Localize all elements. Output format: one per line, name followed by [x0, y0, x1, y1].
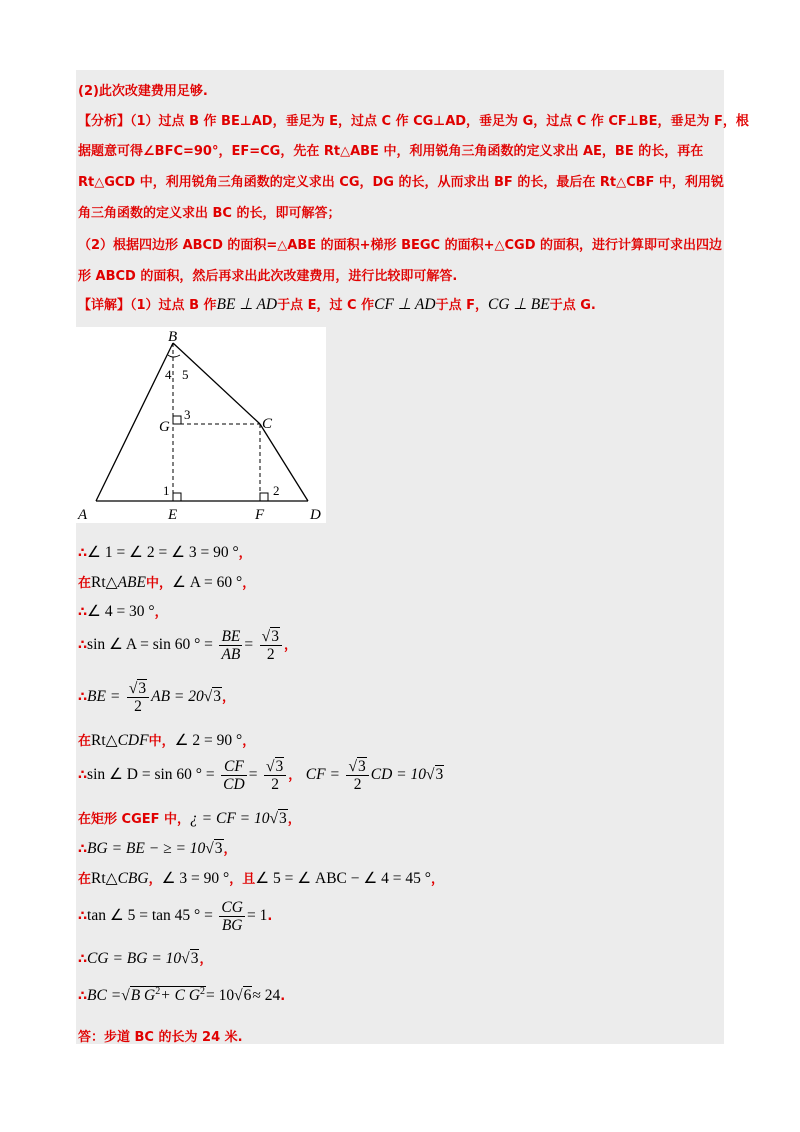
- angle-arc-b: [168, 355, 180, 357]
- analysis-line-3: Rt△GCD 中，利用锐角三角函数的定义求出 CG，DG 的长，从而求出 BF 的长，最后在 Rt△CBF 中，利用锐: [78, 175, 724, 190]
- label-d: D: [310, 507, 321, 523]
- step-6: 在Rt△CDF中，∠ 2 = 90 °，: [78, 732, 256, 749]
- label-a: A: [78, 507, 88, 523]
- analysis-label: 【分析】: [78, 114, 131, 129]
- geometry-figure: [76, 327, 326, 523]
- analysis-line-6: 形 ABCD 的面积，然后再求出此次改建费用，进行比较即可解答.: [78, 269, 458, 284]
- step-12: ∴CG = BG = 10√3，: [78, 950, 213, 967]
- fraction-root3-2c: $\frac{√3}{2}$: [264, 758, 286, 793]
- step-9: ∴BG = BE − ≥ = 10√3，: [78, 840, 237, 857]
- detail-label: 【详解】: [78, 298, 131, 313]
- analysis-line-5: （2）根据四边形 ABCD 的面积=△ABE 的面积+梯形 BEGC 的面积+△CGD 的面积，进行计算即可求出四边: [78, 238, 723, 253]
- step-13: ∴BC =√B $G^2+ C$ $G^2= 10√6\approx 24$.: [78, 986, 286, 1005]
- analysis-line-1: 【分析】（1）过点 B 作 BE⊥AD，垂足为 E，过点 C 作 CG⊥AD，垂足为 G，过点 C 作 CF⊥BE，垂足为 F，根: [78, 114, 749, 129]
- step-1: ∴∠ 1 = ∠ 2 = ∠ 3 = 90 °，: [78, 544, 252, 561]
- label-c: C: [262, 416, 273, 432]
- detail-intro: 【详解】（1）过点 B 作BE ⊥ AD于点 E，过 C 作CF ⊥ AD于点 F，CG ⊥ BE于点 G.: [78, 296, 596, 313]
- fraction-root3-2d: $\frac{√3}{2}$: [346, 758, 368, 793]
- right-angle-f: [260, 493, 268, 501]
- label-angle-1: 1: [163, 483, 170, 498]
- step-2: 在Rt△ABE中，∠ A = 60 °，: [78, 574, 256, 591]
- fraction-root3-2b: $\frac{√3}{2}$: [127, 680, 149, 715]
- label-angle-5: 5: [182, 367, 189, 382]
- label-e: E: [168, 507, 178, 523]
- fraction-root3-2: $\frac{√3}{2}$: [260, 628, 282, 663]
- step-11: ∴tan ∠ 5 = tan 45 ° = $\frac{CG}{BG}$ = 1.: [78, 899, 273, 934]
- analysis-line-4: 角三角函数的定义求出 BC 的长，即可解答；: [78, 206, 341, 221]
- fraction-cg-bg: $\frac{CG}{BG}$: [221, 899, 243, 934]
- step-7: ∴sin ∠ D = sin 60 ° = $\frac{CF}{CD}$ = $\frac{√3}{2}$ ， CF = $\frac{√3}{2}$ CD = 10√3: [78, 758, 444, 793]
- label-b: B: [168, 329, 178, 345]
- fraction-be-ab: $\frac{BE}{AB}$: [221, 628, 241, 663]
- right-angle-g: [173, 416, 181, 424]
- step-3: ∴∠ 4 = 30 °，: [78, 603, 168, 620]
- step-5: ∴BE = $\frac{√3}{2}$ AB = 20√3，: [78, 680, 236, 715]
- final-answer: 答：步道 BC 的长为 24 米.: [78, 1030, 243, 1045]
- step-4: ∴sin ∠ A = sin 60 ° = $\frac{BE}{AB}$ = $\frac{√3}{2}$ ，: [78, 628, 297, 663]
- label-angle-2: 2: [273, 483, 280, 498]
- quadrilateral-diagram: [76, 327, 326, 523]
- label-g: G: [159, 419, 170, 435]
- step-10: 在Rt△CBG，∠ 3 = 90 °，且∠ 5 = ∠ ABC − ∠ 4 = 45 °，: [78, 870, 444, 887]
- label-angle-4: 4: [165, 367, 172, 382]
- analysis-line-2: 据题意可得∠BFC=90°，EF=CG，先在 Rt△ABE 中，利用锐角三角函数的定义求出 AE，BE 的长，再在: [78, 144, 704, 159]
- label-f: F: [255, 507, 265, 523]
- part2-heading: (2)此次改建费用足够.: [78, 84, 208, 99]
- fraction-cf-cd: $\frac{CF}{CD}$: [223, 758, 245, 793]
- label-angle-3: 3: [184, 407, 191, 422]
- step-8: 在矩形 CGEF 中，¿ = CF = 10√3，: [78, 810, 301, 827]
- side-cd: [260, 424, 308, 501]
- right-angle-e: [173, 493, 181, 501]
